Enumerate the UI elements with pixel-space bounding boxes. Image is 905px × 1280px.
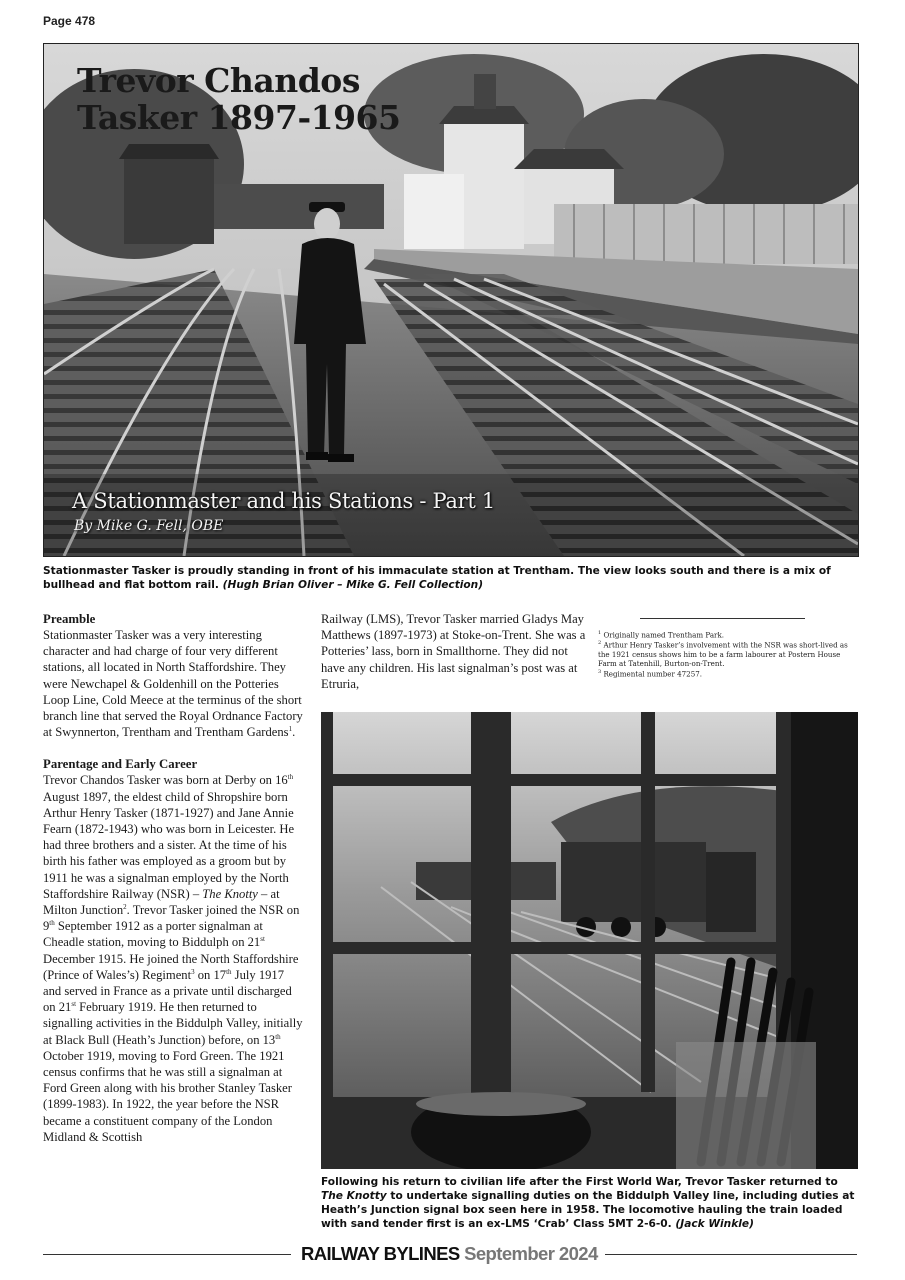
footnotes [598, 618, 860, 678]
footnote-divider [640, 618, 805, 619]
article-column-2 [321, 611, 591, 692]
title-line-1: Trevor Chandos [77, 61, 360, 100]
signal-box-caption: Following his return to civilian life after the First World War, Trevor Tasker returned to The Knotty to undertake signalling duties on the Biddulph Valley line, including duties at Heath’s Junction signal box seen here in 1958. The locomotive hauling the train loaded with sand tender first is an ex-LMS ‘Crab’ Class 5MT 2-6-0. (Jack Winkle) [321, 1176, 855, 1230]
page-number: Page 478 [43, 14, 96, 28]
page-footer [43, 1243, 857, 1267]
footer-rule-right [605, 1254, 857, 1255]
issue-date: September 2024 [464, 1243, 598, 1264]
hero-caption [43, 564, 861, 592]
footnote-2: $^2$ Arthur Henry Tasker’s involvement with the NSR was short-lived as the 1921 census shows him to be a farm labourer at Postern House Farm at Tatenhill, Burton-on-Trent. [598, 640, 848, 668]
signal-box-window-photo [321, 712, 858, 1169]
signal-box-photo [321, 712, 858, 1169]
article-byline: By Mike G. Fell, OBE [74, 518, 224, 534]
caption-credit: (Hugh Brian Oliver – Mike G. Fell Collection) [222, 579, 484, 591]
preamble-heading: Preamble [43, 612, 96, 626]
column-2-paragraph: Railway (LMS), Trevor Tasker married Gladys May Matthews (1897-1973) at Stoke-on-Trent. She was a Potteries’ lass, born in Smallthorne. They did not have any children. His last signalman’s post was at Etruria, [321, 612, 586, 691]
footnote-3: $^3$ Regimental number 47257. [598, 668, 702, 679]
parentage-heading: Parentage and Early Career [43, 757, 198, 772]
title-line-2: Tasker 1897-1965 [77, 98, 401, 137]
article-subtitle: A Stationmaster and his Stations - Part 1 [72, 489, 495, 513]
caption-credit: (Jack Winkle) [675, 1218, 754, 1230]
the-knotty-italic: The Knotty [321, 1190, 387, 1202]
article-column-1 [43, 611, 305, 1145]
footnote-1: $^1$ Originally named Trentham Park. [598, 630, 725, 640]
footer-brand [301, 1243, 598, 1265]
footer-rule-left [43, 1254, 291, 1255]
the-knotty-italic: The Knotty [202, 886, 258, 901]
parentage-paragraph: Trevor Chandos Tasker was born at Derby on 16th August 1897, the eldest child of Shropshire born Arthur Henry Tasker (1871-1927) and Jane Annie Fearn (1872-1943) who was born in Leicester. He had three brothers and a sister. At the time of his birth his father was employed as a groom but by 1911 he was a signalman employed by the North Staffordshire Railway (NSR) – The Knotty – at Milton Junction$^2$. Trevor Tasker joined the NSR on 9th September 1912 as a porter signalman at Cheadle station, moving to Biddulph on 21st December 1915. He joined the North Staffordshire (Prince of Wales’s) Regiment$^3$ on 17th July 1917 and served in France as a private until discharged on 21st February 1919. He then returned to signalling activities in the Biddulph Valley, initially at Black Bull (Heath’s Junction) before, on 13th October 1919, moving to Ford Green. The 1921 census confirms that he was still a signalman at Ford Green along with his brother Stanley Tasker (1899-1983). In 1922, the year before the NSR became a constituent company of the London Midland & Scottish [43, 773, 303, 1144]
footnote-ref: 3 [191, 967, 195, 976]
preamble-paragraph: Stationmaster Tasker was a very interesting character and had charge of four very different stations, all located in North Staffordshire. They were Newchapel & Goldenhill on the Potteries Loop Line, Cold Meece at the terminus of the short branch line that served the Royal Ordnance Factory at Swynnerton, Trentham and Trentham Gardens$^1$. [43, 628, 303, 740]
footnote-ref: 1 [288, 725, 293, 734]
magazine-name: RAILWAY BYLINES [301, 1243, 460, 1264]
footnote-ref: 2 [123, 902, 127, 911]
caption-text: Stationmaster Tasker is proudly standing in front of his immaculate station at Trentham. The view looks south and there is a mix of bullhead and flat bottom rail. [43, 565, 831, 591]
article-title [77, 62, 400, 136]
hero-photo [43, 43, 859, 557]
